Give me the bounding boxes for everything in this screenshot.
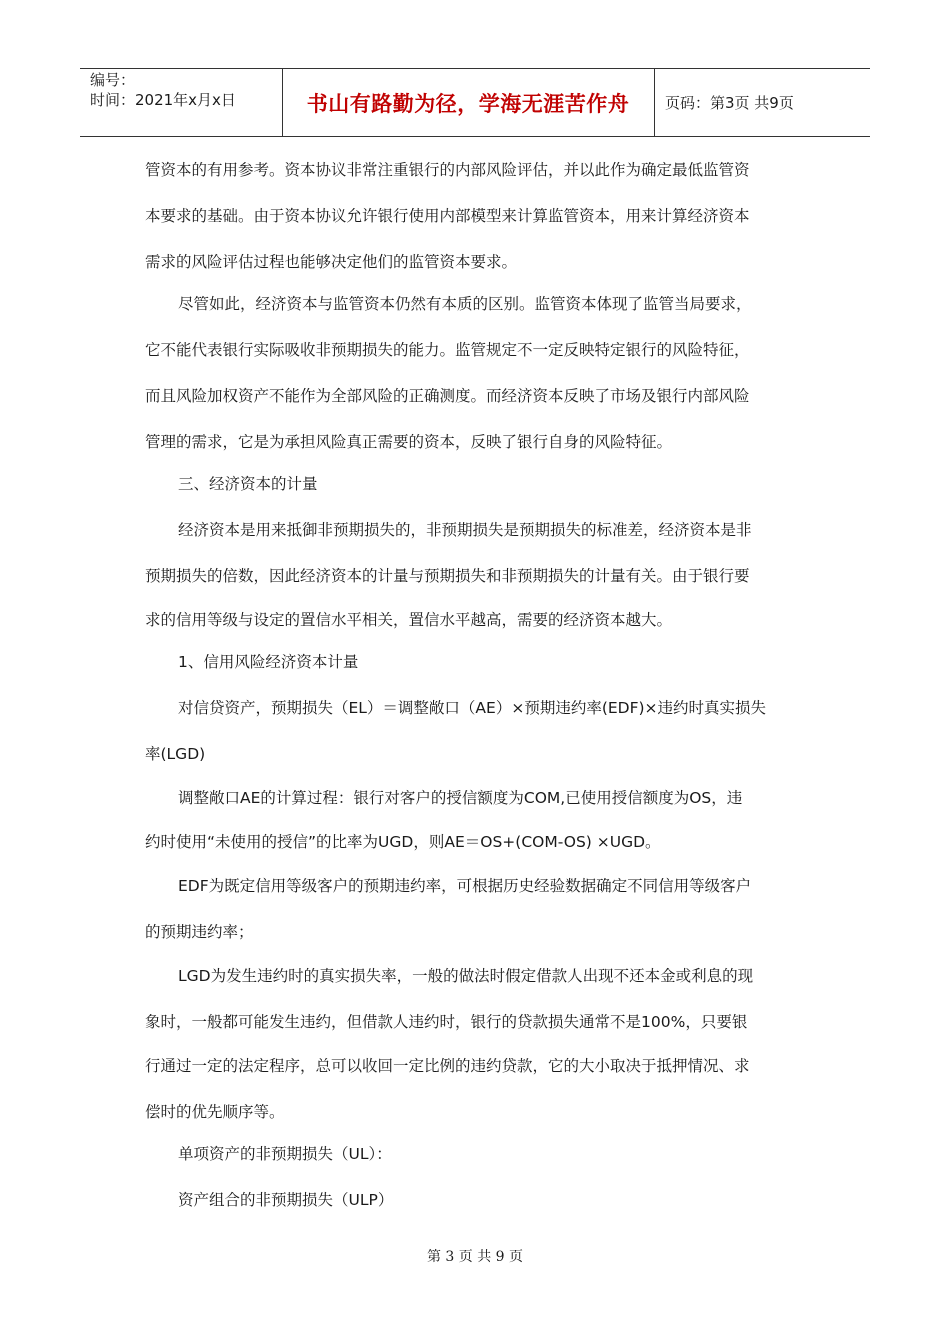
subsection-heading: 1、信用风险经济资本计量 [178, 653, 359, 671]
header-page-cell [655, 69, 870, 136]
body-line: 本要求的基础。由于资本协议允许银行使用内部模型来计算监管资本，用来计算经济资本 [145, 207, 750, 225]
body-line: 行通过一定的法定程序，总可以收回一定比例的违约贷款，它的大小取决于抵押情况、求 [145, 1057, 750, 1075]
body-line: 经济资本是用来抵御非预期损失的，非预期损失是预期损失的标准差，经济资本是非 [178, 521, 752, 539]
body-line: 预期损失的倍数，因此经济资本的计量与预期损失和非预期损失的计量有关。由于银行要 [145, 567, 750, 585]
body-line: 单项资产的非预期损失（UL）： [178, 1145, 392, 1163]
body-line: 约时使用“未使用的授信”的比率为UGD，则AE＝OS+(COM-OS) ×UGD。 [145, 833, 661, 851]
body-line: 它不能代表银行实际吸收非预期损失的能力。监管规定不一定反映特定银行的风险特征， [145, 341, 750, 359]
header-info-cell [80, 69, 283, 136]
page-header [80, 68, 870, 137]
document-number-label: 编号： [90, 71, 136, 89]
header-page-code: 页码：第3页 共9页 [665, 94, 794, 112]
page-footer: 第 3 页 共 9 页 [426, 1249, 524, 1265]
body-line: 而且风险加权资产不能作为全部风险的正确测度。而经济资本反映了市场及银行内部风险 [145, 387, 750, 405]
header-motto-cell [282, 69, 655, 136]
body-line: 偿时的优先顺序等。 [145, 1103, 285, 1121]
body-line: 象时，一般都可能发生违约，但借款人违约时，银行的贷款损失通常不是100%，只要银 [145, 1013, 748, 1031]
body-line: 率(LGD) [145, 745, 206, 763]
body-line: 的预期违约率； [145, 923, 254, 941]
body-line: LGD为发生违约时的真实损失率，一般的做法时假定借款人出现不还本金或利息的现 [178, 967, 754, 985]
body-line: 资产组合的非预期损失（ULP） [178, 1191, 394, 1209]
body-line: 对信贷资产，预期损失（EL）＝调整敞口（AE）×预期违约率(EDF)×违约时真实损失 [178, 699, 767, 717]
section-heading: 三、经济资本的计量 [178, 475, 318, 493]
body-line: 管理的需求，它是为承担风险真正需要的资本，反映了银行自身的风险特征。 [145, 433, 673, 451]
body-line: 调整敞口AE的计算过程：银行对客户的授信额度为COM,已使用授信额度为OS，违 [178, 789, 743, 807]
body-line: 管资本的有用参考。资本协议非常注重银行的内部风险评估，并以此作为确定最低监管资 [145, 161, 750, 179]
document-date-label: 时间：2021年x月x日 [90, 91, 236, 109]
header-motto: 书山有路勤为径，学海无涯苦作舟 [306, 91, 630, 116]
body-line: 需求的风险评估过程也能够决定他们的监管资本要求。 [145, 253, 518, 271]
body-line: 求的信用等级与设定的置信水平相关，置信水平越高，需要的经济资本越大。 [145, 611, 673, 629]
body-line: 尽管如此，经济资本与监管资本仍然有本质的区别。监管资本体现了监管当局要求， [178, 295, 752, 313]
body-line: EDF为既定信用等级客户的预期违约率，可根据历史经验数据确定不同信用等级客户 [178, 877, 752, 895]
